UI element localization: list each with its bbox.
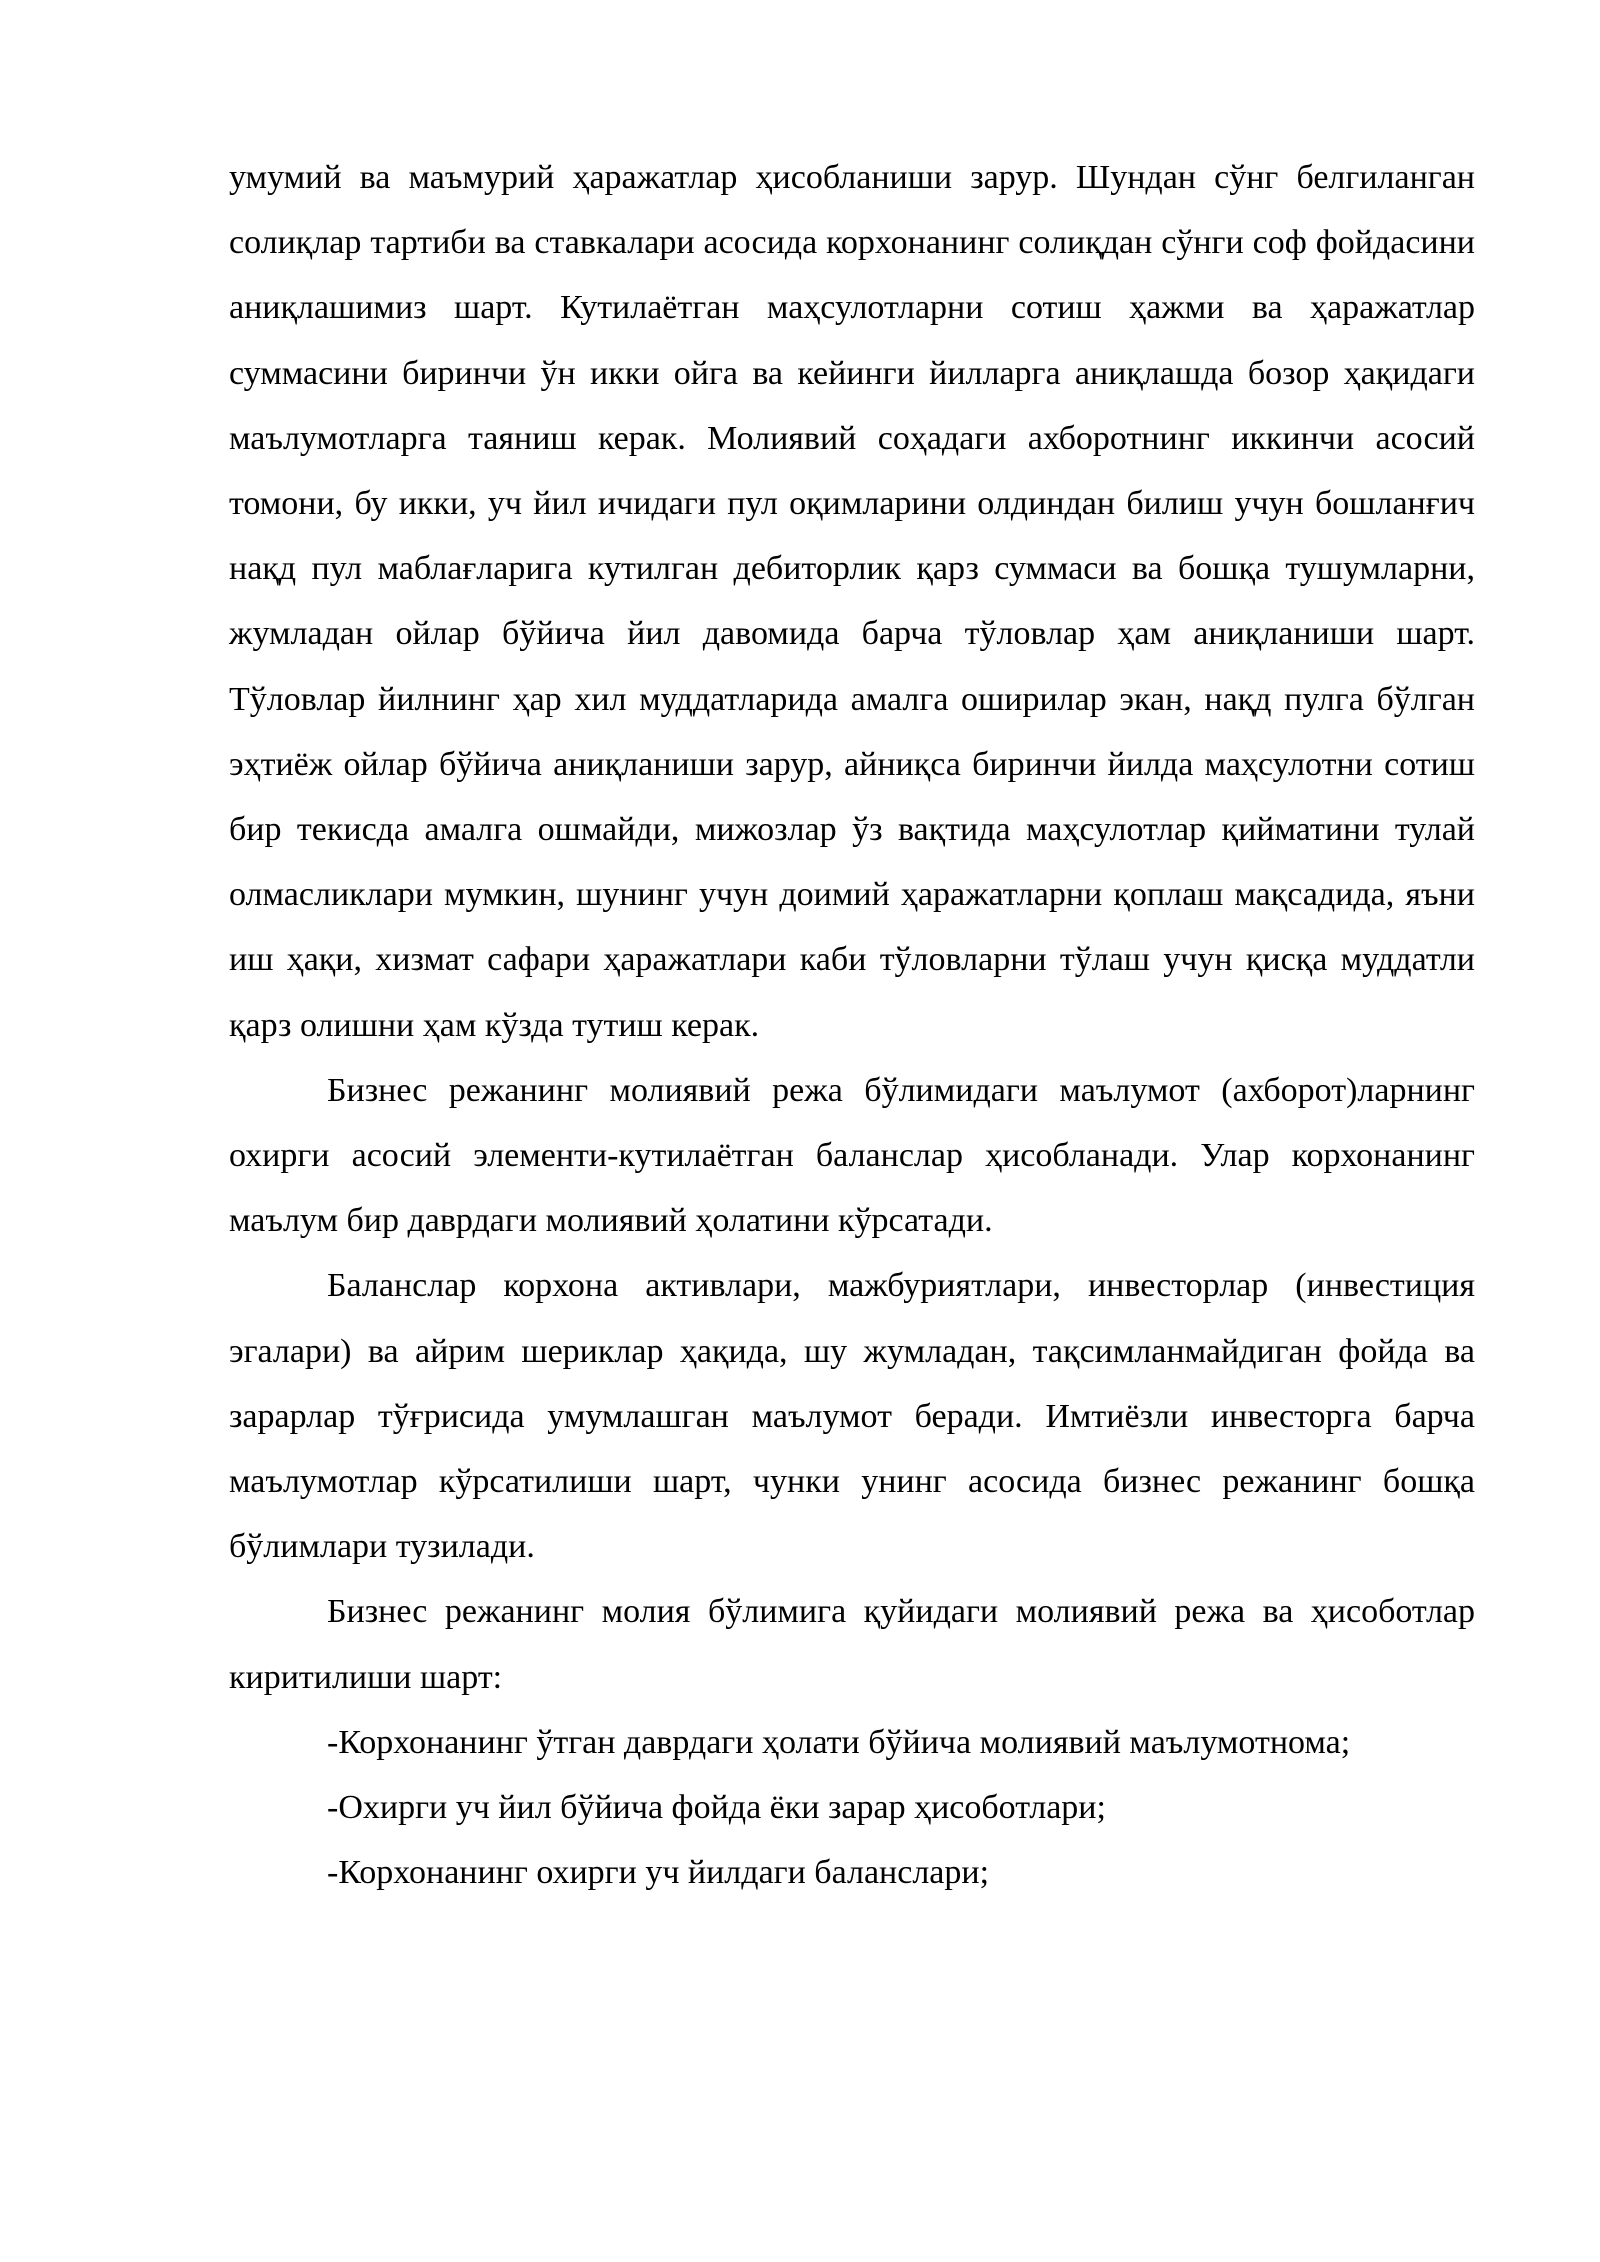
list-item-1: -Корхонанинг ўтган даврдаги ҳолати бўйича молиявий маълумотнома; <box>327 1723 1351 1761</box>
list-item-2: -Охирги уч йил бўйича фойда ёки зарар ҳисоботлари; <box>327 1789 1106 1827</box>
paragraph-2: Бизнес режанинг молиявий режа бўлимидаги маълумот (ахборот)ларнинг охирги асосий элементи-кутилаётган баланслар ҳисобланади. Улар корхонанинг маълум бир даврдаги молиявий ҳолатини кўрсатади. <box>229 1071 1475 1240</box>
document-body <box>229 145 1475 1905</box>
paragraph-1: умумий ва маъмурий ҳаражатлар ҳисобланиши зарур. Шундан сўнг белгиланган солиқлар тартиби ва ставкалари асосида корхонанинг солиқдан сўнги соф фойдасини аниқлашимиз шарт. Кутилаётган маҳсулотларни сотиш ҳажми ва ҳаражатлар суммасини биринчи ўн икки ойга ва кейинги йилларга аниқлашда бозор ҳақидаги маълумотларга таяниш керак. Молиявий соҳадаги ахборотнинг иккинчи асосий томони, бу икки, уч йил ичидаги пул оқимларини олдиндан билиш учун бошланғич нақд пул маблағларига кутилган дебиторлик қарз суммаси ва бошқа тушумларни, жумладан ойлар бўйича йил давомида барча тўловлар ҳам аниқланиши шарт. Тўловлар йилнинг ҳар хил муддатларида амалга оширилар экан, нақд пулга бўлган эҳтиёж ойлар бўйича аниқланиши зарур, айниқса биринчи йилда маҳсулотни сотиш бир текисда амалга ошмайди, мижозлар ўз вақтида маҳсулотлар қийматини тулай олмасликлари мумкин, шунинг учун доимий ҳаражатларни қоплаш мақсадида, яъни иш ҳақи, хизмат сафари ҳаражатлари каби тўловларни тўлаш учун қисқа муддатли қарз олишни ҳам кўзда тутиш керак. <box>229 159 1475 1044</box>
paragraph-4: Бизнес режанинг молия бўлимига қуйидаги молиявий режа ва ҳисоботлар киритилиши шарт: <box>229 1593 1475 1696</box>
paragraph-3: Баланслар корхона активлари, мажбуриятлари, инвесторлар (инвестиция эгалари) ва айрим шериклар ҳақида, шу жумладан, тақсимланмайдиган фойда ва зарарлар тўғрисида умумлашган маълумот беради. Имтиёзли инвесторга барча маълумотлар кўрсатилиши шарт, чунки унинг асосида бизнес режанинг бошқа бўлимлари тузилади. <box>229 1267 1475 1566</box>
list-item-3: -Корхонанинг охирги уч йилдаги баланслари; <box>327 1854 990 1892</box>
